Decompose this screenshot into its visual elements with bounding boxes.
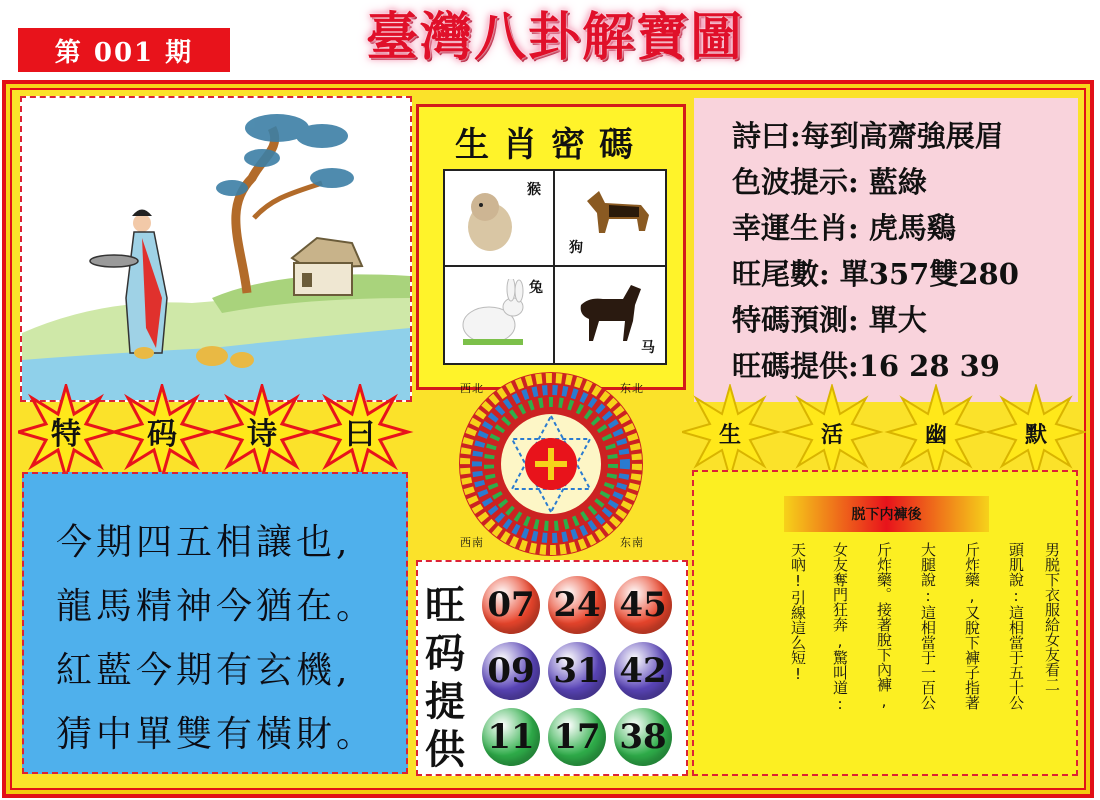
woman-by-river-illustration [22, 98, 410, 400]
number-ball: 31 [548, 642, 606, 700]
horse-icon [569, 275, 649, 345]
humor-column: 斤炸藥。接著脫下內褲, [875, 542, 893, 710]
zodiac-cell-monkey [445, 171, 555, 267]
number-ball: 09 [482, 642, 540, 700]
poem-line: 紅藍今期有玄機, [56, 650, 352, 691]
star-row-right [682, 384, 1086, 480]
number-ball: 42 [614, 642, 672, 700]
info-color-hint: 色波提示: 藍綠 [732, 165, 927, 199]
poem-panel [22, 472, 408, 774]
humor-panel [692, 470, 1078, 776]
info-panel [694, 98, 1078, 402]
compass-direction: 北 [632, 382, 643, 395]
number-ball: 38 [614, 708, 672, 766]
star-char: 生 [718, 422, 742, 448]
zodiac-label: 狗 [569, 240, 583, 256]
zodiac-code-panel [416, 104, 686, 390]
bagua-compass [440, 364, 662, 560]
star-badge [682, 386, 778, 478]
star-char: 幽 [924, 422, 948, 448]
rabbit-icon [455, 279, 531, 349]
humor-column: 頭肌說:這相當于五十公 [1007, 542, 1025, 710]
poem-line: 猜中單雙有橫財。 [56, 714, 377, 755]
info-lucky-zodiac: 幸運生肖: 虎馬鷄 [732, 211, 956, 245]
compass-direction: 东 [620, 536, 631, 549]
humor-column: 女友奪門狂奔,驚叫道: [831, 542, 849, 713]
star-badge [888, 386, 984, 478]
poem-line: 今期四五相讓也, [56, 522, 352, 563]
page-title: 臺灣八卦解寶圖 [365, 7, 744, 68]
info-poem-line: 詩曰:每到高齋強展眉 [732, 119, 1004, 153]
compass-direction: 西 [460, 382, 471, 395]
zodiac-cell-horse [555, 267, 665, 363]
number-ball: 11 [482, 708, 540, 766]
star-char: 诗 [247, 417, 277, 452]
humor-column: 天吶!引線這么短! [789, 542, 807, 683]
compass-direction: 西 [460, 536, 471, 549]
star-badge [214, 386, 310, 478]
humor-column: 男脱下衣服給女友看二 [1043, 542, 1061, 692]
star-char: 曰 [345, 417, 375, 452]
zodiac-label: 马 [641, 340, 655, 356]
compass-direction: 北 [472, 382, 483, 395]
poem-line: 龍馬精神今猶在。 [56, 586, 377, 627]
star-row-left [18, 384, 418, 480]
star-char: 特 [51, 417, 81, 452]
hot-numbers-panel [416, 560, 688, 776]
star-char: 默 [1024, 422, 1048, 448]
zodiac-grid [443, 169, 667, 365]
number-ball: 07 [482, 576, 540, 634]
hot-numbers-label: 旺码提供 [425, 582, 465, 773]
star-badge [988, 386, 1084, 478]
star-char: 活 [820, 422, 844, 448]
illustration-panel [20, 96, 412, 402]
info-hot-numbers: 旺碼提供:16 28 39 [732, 349, 1000, 383]
star-badge [114, 386, 210, 478]
zodiac-cell-dog [555, 171, 665, 267]
star-char: 码 [147, 417, 177, 452]
issue-label: 第 001 期 [18, 28, 230, 72]
humor-heading: 脱下内褲後 [784, 496, 989, 532]
star-badge [784, 386, 880, 478]
compass-direction: 南 [632, 536, 643, 549]
star-badge [18, 386, 114, 478]
compass-direction: 南 [472, 536, 483, 549]
number-ball: 24 [548, 576, 606, 634]
monkey-icon [455, 185, 525, 255]
compass-direction: 东 [620, 382, 631, 395]
number-ball: 17 [548, 708, 606, 766]
zodiac-title: 生肖密碼 [455, 125, 647, 165]
info-special-prediction: 特碼預測: 單大 [732, 303, 927, 337]
humor-column: 大腿說:這相當于一百公 [919, 542, 937, 710]
number-ball: 45 [614, 576, 672, 634]
zodiac-cell-rabbit [445, 267, 555, 363]
info-tail-numbers: 旺尾數: 單357雙280 [732, 257, 1019, 291]
humor-column: 斤炸藥,又脫下褲子指著 [963, 542, 981, 710]
star-badge [312, 386, 408, 478]
zodiac-label: 猴 [527, 182, 541, 198]
dog-icon [579, 181, 659, 241]
zodiac-label: 兔 [529, 280, 543, 296]
